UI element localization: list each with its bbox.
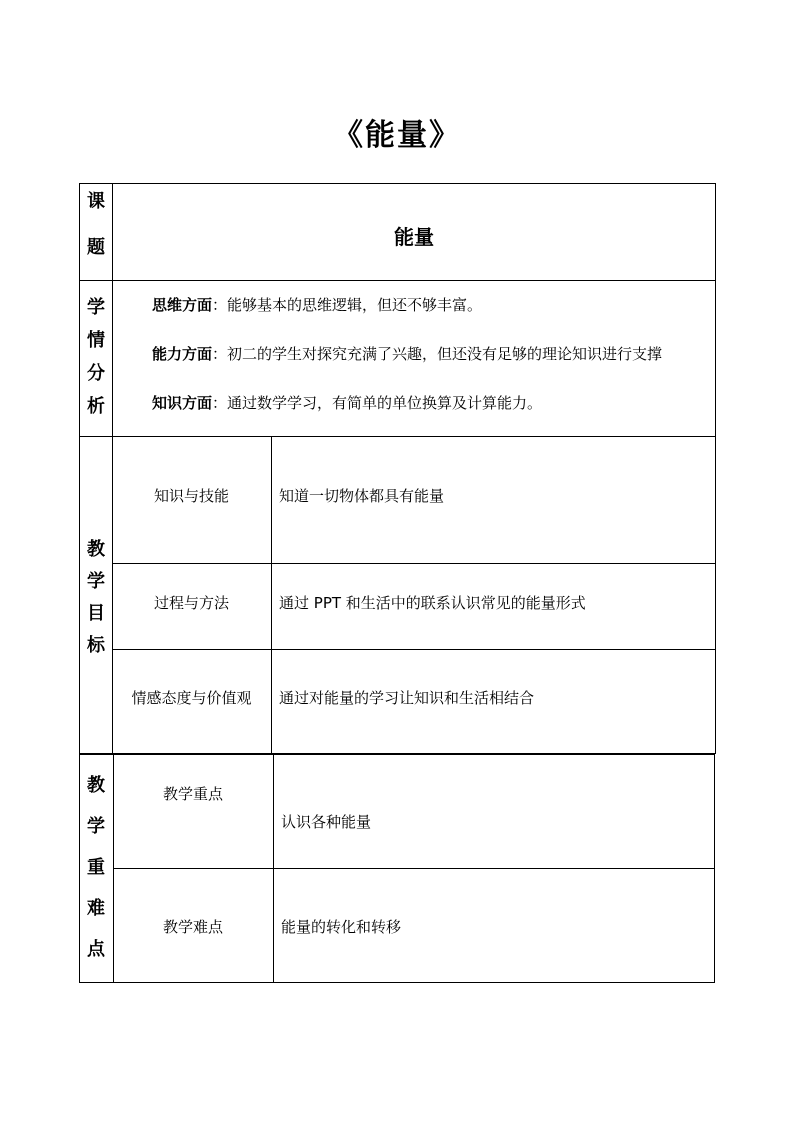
upper-table [79, 183, 716, 754]
document-title: 《能量》 [333, 118, 461, 153]
topic-value: 能量 [394, 225, 434, 249]
objective-value: 通过 PPT 和生活中的联系认识常见的能量形式 [279, 594, 586, 612]
key-point-value: 能量的转化和转移 [281, 918, 402, 936]
objectives-label: 教 学 目 标 [87, 539, 105, 656]
key-point-value: 认识各种能量 [281, 813, 372, 831]
key-points-label: 教 学 重 难 点 [87, 775, 105, 960]
objective-name: 情感态度与价值观 [131, 689, 252, 707]
objective-value: 通过对能量的学习让知识和生活相结合 [279, 689, 535, 707]
objective-name: 过程与方法 [153, 594, 229, 612]
analysis-item: 思维方面：能够基本的思维逻辑，但还不够丰富。 [152, 296, 483, 314]
objective-value: 知道一切物体都具有能量 [279, 487, 445, 505]
objective-name: 知识与技能 [153, 487, 229, 505]
analysis-item: 能力方面：初二的学生对探究充满了兴趣，但还没有足够的理论知识进行支撑 [152, 345, 663, 363]
analysis-label: 学 情 分 析 [87, 297, 105, 417]
topic-label: 课 题 [87, 191, 105, 258]
key-point-name: 教学重点 [162, 785, 223, 803]
key-point-name: 教学难点 [162, 918, 223, 936]
analysis-item: 知识方面：通过数学学习，有简单的单位换算及计算能力。 [152, 394, 543, 412]
